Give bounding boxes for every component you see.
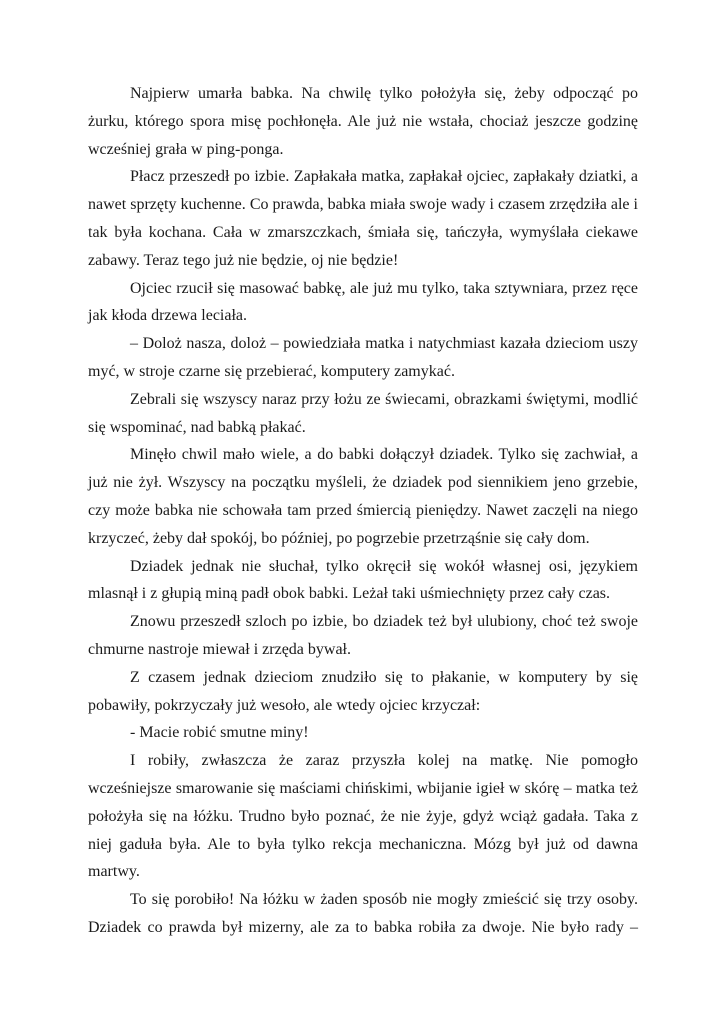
document-page — [88, 80, 638, 942]
paragraph-12: To się porobiło! Na łóżku w żaden sposób nie mogły zmieścić się trzy osoby. Dziadek co prawda był mizerny, ale za to babka robiła za dwoje. Nie było rady – — [88, 891, 638, 936]
paragraph-7: Dziadek jednak nie słuchał, tylko okręcił się wokół własnej osi, językiem mlasnął i z głupią miną padł obok babki. Leżał taki uśmiechnięty przez cały czas. — [88, 557, 638, 603]
paragraph-11: I robiły, zwłaszcza że zaraz przyszła kolej na matkę. Nie pomogło wcześniejsze smarowanie się maściami chińskimi, wbijanie igieł w skórę – matka też położyła się na łóżku. Trudno było poznać, że nie żyje, gdyż wciąż gadała. Taka z niej gaduła była. Ale to była tylko rekcja mechaniczna. Mózg był już od dawna martwy. — [88, 752, 638, 881]
paragraph-4: – Doloż nasza, doloż – powiedziała matka i natychmiast kazała dzieciom uszy myć, w stroje czarne się przebierać, komputery zamykać. — [88, 335, 638, 380]
paragraph-3: Ojciec rzucił się masować babkę, ale już mu tylko, taka sztywniara, przez ręce jak kłoda drzewa leciała. — [88, 279, 638, 325]
paragraph-2: Płacz przeszedł po izbie. Zapłakała matka, zapłakał ojciec, zapłakały dziatki, a nawet sprzęty kuchenne. Co prawda, babka miała swoje wady i czasem zrzędziła ale i tak była kochana. Cała w zmarszczkach, śmiała się, tańczyła, wymyślała ciekawe zabawy. Teraz tego już nie będzie, oj nie będzie! — [88, 168, 638, 269]
paragraph-9: Z czasem jednak dzieciom znudziło się to płakanie, w komputery by się pobawiły, pokrzyczały już wesoło, ale wtedy ojciec krzyczał: — [88, 668, 638, 714]
paragraph-5: Zebrali się wszyscy naraz przy łożu ze świecami, obrazkami świętymi, modlić się wspominać, nad babką płakać. — [88, 390, 638, 436]
paragraph-6: Minęło chwil mało wiele, a do babki dołączył dziadek. Tylko się zachwiał, a już nie żył. Wszyscy na początku myśleli, że dziadek pod siennikiem jeno grzebie, czy może babka nie schowała tam przed śmiercią pieniędzy. Nawet zaczęli na niego krzyczeć, żeby dał spokój, bo później, po pogrzebie przetrząśnie się cały dom. — [88, 446, 638, 547]
paragraph-1: Najpierw umarła babka. Na chwilę tylko położyła się, żeby odpocząć po żurku, którego spora misę pochłonęła. Ale już nie wstała, chociaż jeszcze godzinę wcześniej grała w ping-ponga. — [88, 85, 638, 158]
paragraph-8: Znowu przeszedł szloch po izbie, bo dziadek też był ulubiony, choć też swoje chmurne nastroje miewał i zrzęda bywał. — [88, 613, 638, 658]
paragraph-10: - Macie robić smutne miny! — [130, 724, 309, 742]
